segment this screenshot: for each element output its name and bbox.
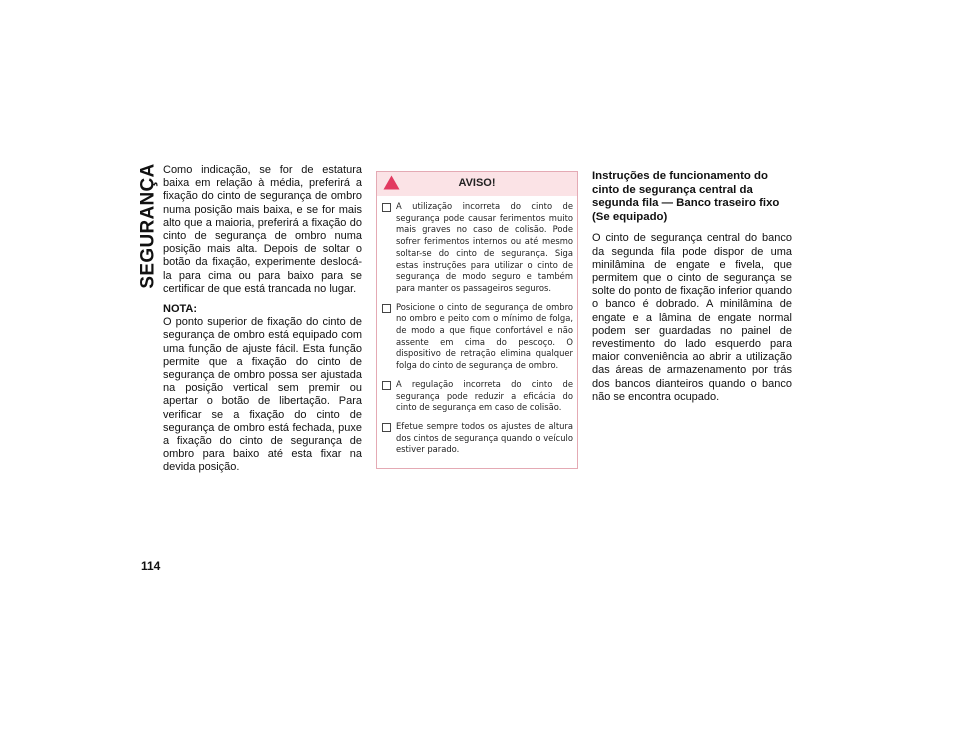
warning-box [376,171,578,469]
right-column [592,170,792,404]
warning-title: AVISO! [458,177,496,190]
note-text: O ponto superior de fixação do cinto de segurança de ombro está equipado com uma função de ajuste fácil. Esta função permite que a fixação do cinto de segurança de ombro possa ser ajustada na posição vertical sem premir ou apertar o botão de libertação. Para verificar se a fixação do cinto de segurança de ombro está fechada, puxe a fixação do cinto de segurança de ombro para baixo até esta fixar na devida posição. [163,316,362,474]
warning-item [381,421,573,456]
section-tab [136,163,162,289]
warning-item [381,379,573,414]
body-paragraph: Como indicação, se for de estatura baixa em relação à média, preferirá a fixação do cinto de segurança de ombro numa posição mais baixa, e se for mais alto que a maioria, preferirá a fixação do cinto de segurança de ombro numa posição mais alta. Depois de soltar o botão da fixação, experimente deslocá-la para cima ou para baixo para se certificar de que está trancada no lugar. [163,164,362,295]
warning-item-text: Posicione o cinto de segurança de ombro no ombro e peito com o mínimo de folga, de modo a que fique confortável e não assente em cima do pescoço. O dispositivo de retração elimina qualquer folga do cinto de segurança de ombro. [396,301,573,371]
warning-item [381,201,573,295]
note-title: NOTA: [163,303,198,316]
warning-item-text: A regulação incorreta do cinto de segurança pode reduzir a eficácia do cinto de segurança em caso de colisão. [396,378,573,413]
checkbox-bullet-icon [382,423,391,432]
warning-header [377,172,577,196]
checkbox-bullet-icon [382,203,391,212]
warning-item-text: A utilização incorreta do cinto de segurança pode causar ferimentos muito mais graves no caso de colisão. Pode sofrer ferimentos internos ou até mesmo soltar-se do cinto de segurança. Siga estas instruções para utilizar o cinto de segurança de modo seguro e também para manter os passageiros seguros. [396,201,573,293]
page-number: 114 [141,559,161,573]
warning-item-text: Efetue sempre todos os ajustes de altura dos cintos de segurança quando o veículo estiver parado. [396,420,573,455]
warning-triangle-icon [383,175,400,190]
left-column [163,164,362,475]
section-heading: Instruções de funcionamento do cinto de segurança central da segunda fila — Banco traseiro fixo (Se equipado) [592,170,780,223]
checkbox-bullet-icon [382,304,391,313]
section-tab-label: SEGURANÇA [138,163,159,289]
warning-item [381,302,573,372]
warning-list [377,196,577,456]
body-paragraph: O cinto de segurança central do banco da segunda fila pode dispor de uma minilâmina de engate e fivela, que permitem que o cinto de segurança se solte do ponto de fixação inferior quando o banco é dobrado. A minilâmina de engate e a lâmina de engate normal podem ser guardadas no painel de revestimento do lado esquerdo para maior conveniência ao abrir a utilização das áreas de armazenamento por trás dos bancos dianteiros quando o banco não se encontra ocupado. [592,232,792,403]
checkbox-bullet-icon [382,381,391,390]
